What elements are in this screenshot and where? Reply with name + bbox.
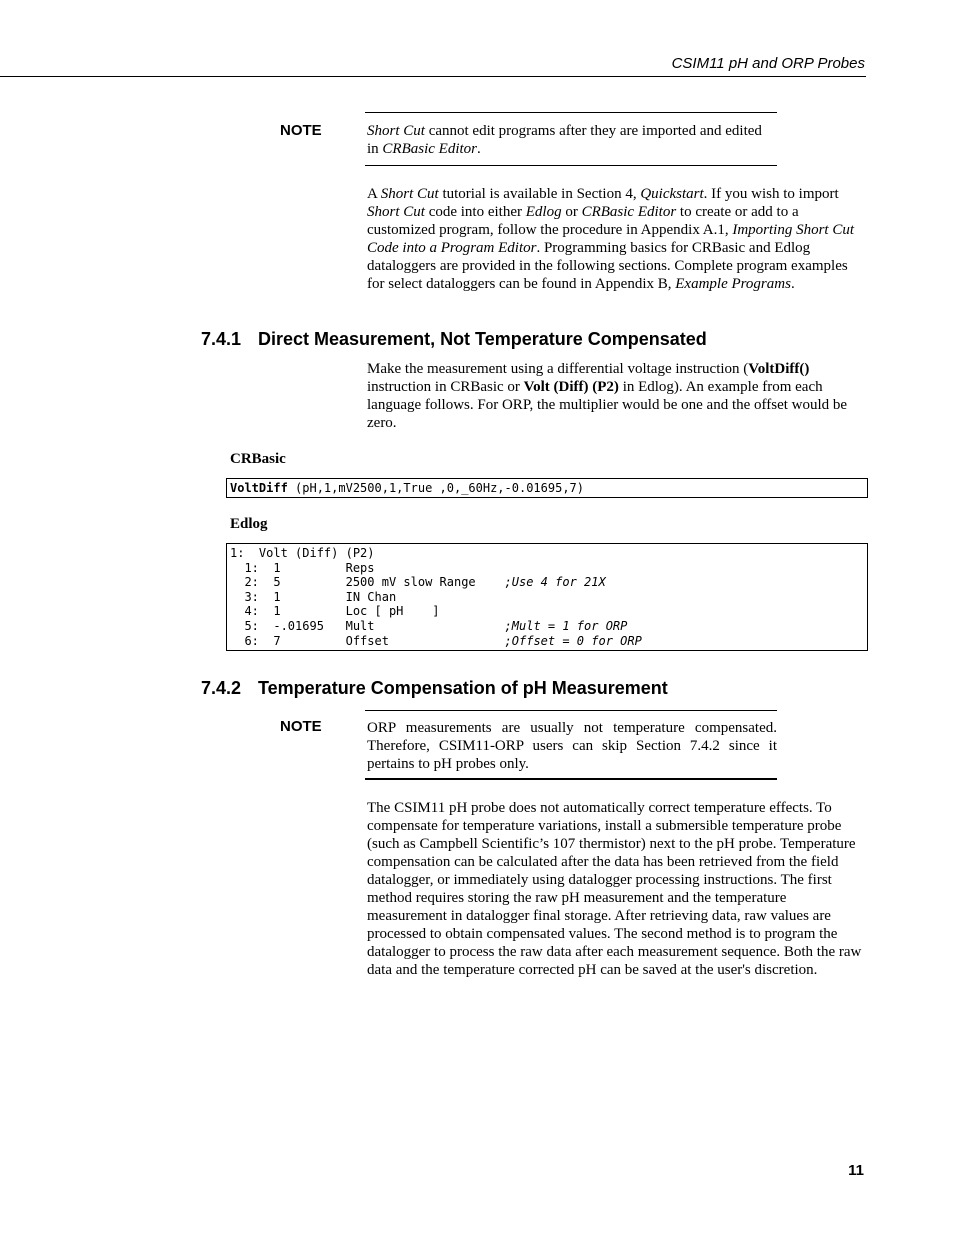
code-comment: ;Mult = 1 for ORP [504, 618, 628, 633]
text-run: . If you wish to import [703, 186, 839, 202]
text-emphasis: Short Cut [367, 204, 425, 220]
code-line [230, 619, 627, 633]
code-line [230, 561, 375, 575]
text-bold: VoltDiff() [748, 361, 810, 377]
code-line [230, 634, 642, 648]
note-label: NOTE [280, 122, 322, 139]
code-text: 3: 1 IN Chan [230, 589, 397, 604]
code-text: 1: Volt (Diff) (P2) [230, 546, 375, 560]
text-emphasis: Example Programs [675, 276, 791, 292]
text-emphasis: Edlog [525, 204, 562, 220]
page-number: 11 [848, 1162, 864, 1179]
text-run: in Edlog). An example from each language follows. For ORP, the multiplier would be one and the offset would be zero. [367, 379, 848, 431]
note-emphasis: Short Cut [367, 123, 425, 139]
text-emphasis: CRBasic Editor [581, 204, 677, 220]
code-comment: ;Use 4 for 21X [504, 575, 606, 590]
note-emphasis: CRBasic Editor [382, 141, 477, 157]
code-text: 6: 7 Offset [230, 633, 505, 648]
text-run: A [367, 186, 381, 202]
section-title: Temperature Compensation of pH Measurement [258, 678, 668, 698]
text-emphasis: Importing Short Cut Code into a Program Editor [367, 222, 855, 256]
crbasic-code-box [226, 478, 868, 498]
note-text: cannot edit programs after they are imported and edited in [367, 123, 762, 157]
code-text: 4: 1 Loc [ pH ] [230, 604, 440, 619]
code-comment: ;Offset = 0 for ORP [504, 633, 642, 648]
section-7-4-1-paragraph [367, 360, 864, 432]
text-run: . Programming basics for CRBasic and Edlog dataloggers are provided in the following sections. Complete program examples for select dataloggers can be found in Appendix B, [367, 240, 848, 292]
note-box [365, 112, 777, 166]
code-line [230, 575, 606, 589]
intro-paragraph [367, 185, 864, 293]
text-run: code into either [424, 204, 526, 220]
text-run: or [561, 204, 582, 220]
code-args: (pH,1,mV2500,1,True ,0,_60Hz,-0.01695,7) [287, 481, 585, 495]
text-run: instruction in CRBasic or [367, 379, 524, 395]
section-number: 7.4.2 [201, 678, 242, 698]
code-text: 2: 5 2500 mV slow Range [230, 575, 505, 590]
text-run: . [790, 276, 795, 292]
edlog-code-box [226, 543, 868, 651]
crbasic-label: CRBasic [230, 451, 286, 467]
text-emphasis: Short Cut [380, 186, 439, 202]
code-line [230, 546, 375, 560]
section-number: 7.4.1 [201, 329, 242, 349]
section-title: Direct Measurement, Not Temperature Compensated [258, 329, 707, 349]
note-label: NOTE [280, 718, 322, 735]
code-line [230, 604, 440, 618]
note-text: . [477, 141, 481, 157]
text-run: Make the measurement using a differential voltage instruction ( [367, 361, 749, 377]
header-rule [0, 76, 866, 77]
section-heading-7-4-2 [201, 678, 668, 699]
text-run: tutorial is available in Section 4, [438, 186, 641, 202]
code-keyword: VoltDiff [230, 481, 288, 495]
running-header: CSIM11 pH and ORP Probes [671, 55, 865, 72]
text-emphasis: Quickstart [640, 186, 704, 202]
note-box: ORP measurements are usually not temperature compensated. Therefore, CSIM11-ORP users can skip Section 7.4.2 since it pertains to pH probes only. [365, 710, 777, 780]
section-heading-7-4-1 [201, 329, 707, 350]
temperature-paragraph: The CSIM11 pH probe does not automatically correct temperature effects. To compensate for temperature variations, install a submersible temperature probe (such as Campbell Scientific’s 107 thermistor) next to the pH probe. Temperature compensation can be calculated after the data has been retrieved from the field datalogger, or immediately using datalogger processing instructions. The first method requires storing the raw pH measurement and the temperature measurement in datalogger final storage. After retrieving data, raw values are processed to obtain compensated values. The second method is to program the datalogger to process the raw data after each measurement sequence. Both the raw data and the temperature corrected pH can be saved at the user's discretion. [367, 800, 862, 978]
text-bold: Volt (Diff) (P2) [523, 379, 619, 395]
edlog-label: Edlog [230, 516, 268, 532]
code-text: 1: 1 Reps [230, 560, 375, 575]
text-run: to create or add to a customized program, follow the procedure in Appendix A.1, [367, 204, 799, 238]
code-text: 5: -.01695 Mult [230, 618, 505, 633]
code-line [230, 590, 396, 604]
